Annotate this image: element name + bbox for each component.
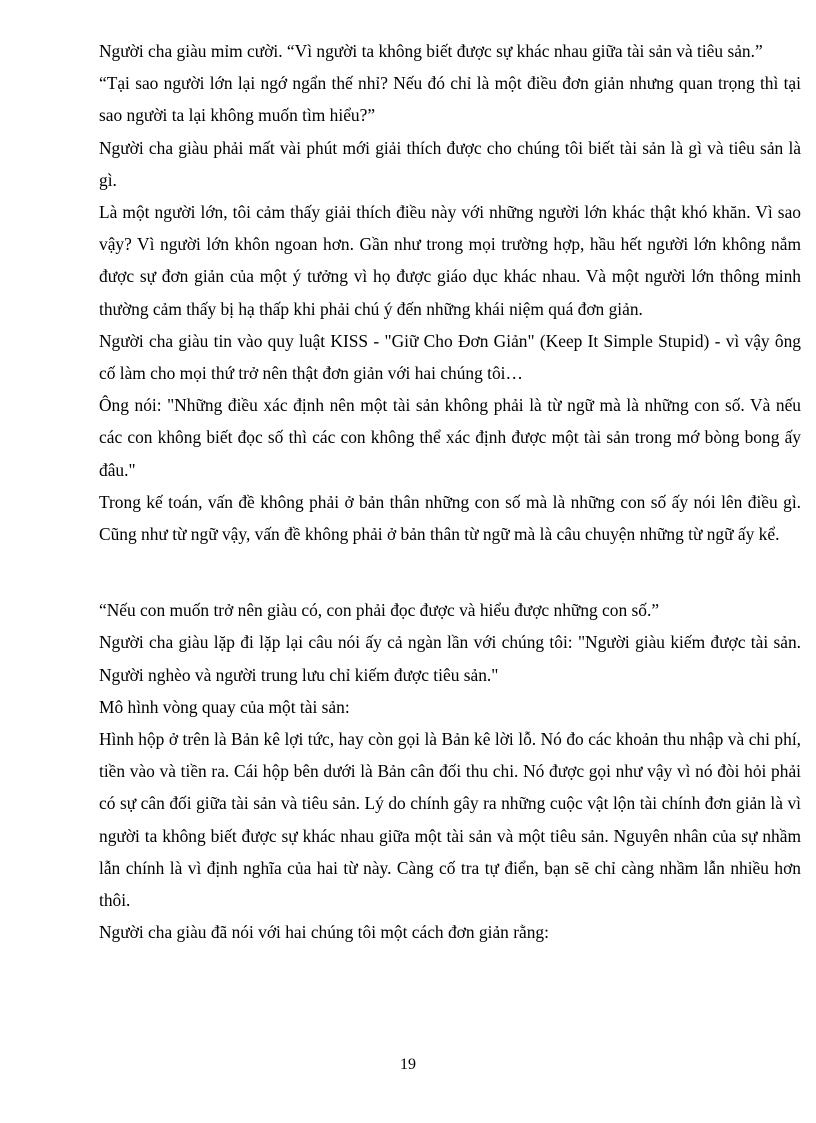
paragraph: Người cha giàu lặp đi lặp lại câu nói ấy cả ngàn lần với chúng tôi: "Người giàu kiếm được tài sản. Người nghèo và người trung lưu chỉ kiếm được tiêu sản." (99, 632, 801, 685)
paragraph: “Nếu con muốn trở nên giàu có, con phải đọc được và hiểu được những con số.” (99, 600, 660, 621)
paragraph: Người cha giàu phải mất vài phút mới giải thích được cho chúng tôi biết tài sản là gì và tiêu sản là gì. (99, 137, 801, 190)
paragraph: “Tại sao người lớn lại ngớ ngẩn thế nhỉ? Nếu đó chỉ là một điều đơn giản nhưng quan trọng thì tại sao người ta lại không muốn tìm hiểu?” (99, 73, 801, 126)
paragraph: Trong kế toán, vấn đề không phải ở bản thân những con số mà là những con số ấy nói lên điều gì. Cũng như từ ngữ vậy, vấn đề không phải ở bản thân từ ngữ mà là câu chuyện những từ ngữ ấy kể. (99, 491, 801, 545)
page-number: 19 (400, 1056, 416, 1073)
paragraph: Người cha giàu mỉm cười. “Vì người ta không biết được sự khác nhau giữa tài sản và tiêu sản.” (99, 41, 763, 61)
paragraph: Ông nói: "Những điều xác định nên một tài sản không phải là từ ngữ mà là những con số. Và nếu các con không biết đọc số thì các con không thể xác định được một tài sản trong mớ bòng bong ấy đâu." (99, 395, 801, 480)
paragraph: Người cha giàu đã nói với hai chúng tôi một cách đơn giản rằng: (99, 922, 549, 943)
body-text (99, 35, 801, 948)
section-gap (99, 550, 801, 594)
paragraph: Hình hộp ở trên là Bản kê lợi tức, hay còn gọi là Bản kê lời lỗ. Nó đo các khoản thu nhập và chi phí, tiền vào và tiền ra. Cái hộp bên dưới là Bản cân đối thu chi. Nó được gọi như vậy vì nó đòi hỏi phải có sự cân đối giữa tài sản và tiêu sản. Lý do chính gây ra những cuộc vật lộn tài chính đơn giản là vì người ta không biết được sự khác nhau giữa một tài sản và một tiêu sản. Nguyên nhân của sự nhầm lẫn chính là vì định nghĩa của hai từ này. Càng cố tra tự điển, bạn sẽ chỉ càng nhầm lẫn nhiều hơn thôi. (99, 729, 801, 911)
paragraph: Là một người lớn, tôi cảm thấy giải thích điều này với những người lớn khác thật khó khăn. Vì sao vậy? Vì người lớn khôn ngoan hơn. Gần như trong mọi trường hợp, hầu hết người lớn không nắm được sự đơn giản của một ý tưởng vì họ được giáo dục khác nhau. Và một người lớn thông minh thường cảm thấy bị hạ thấp khi phải chú ý đến những khái niệm quá đơn giản. (99, 202, 801, 319)
paragraph: Mô hình vòng quay của một tài sản: (99, 696, 350, 717)
paragraph: Người cha giàu tin vào quy luật KISS - "Giữ Cho Đơn Giản" (Keep It Simple Stupid) - vì vậy ông cố làm cho mọi thứ trở nên thật đơn giản với hai chúng tôi… (99, 330, 801, 384)
